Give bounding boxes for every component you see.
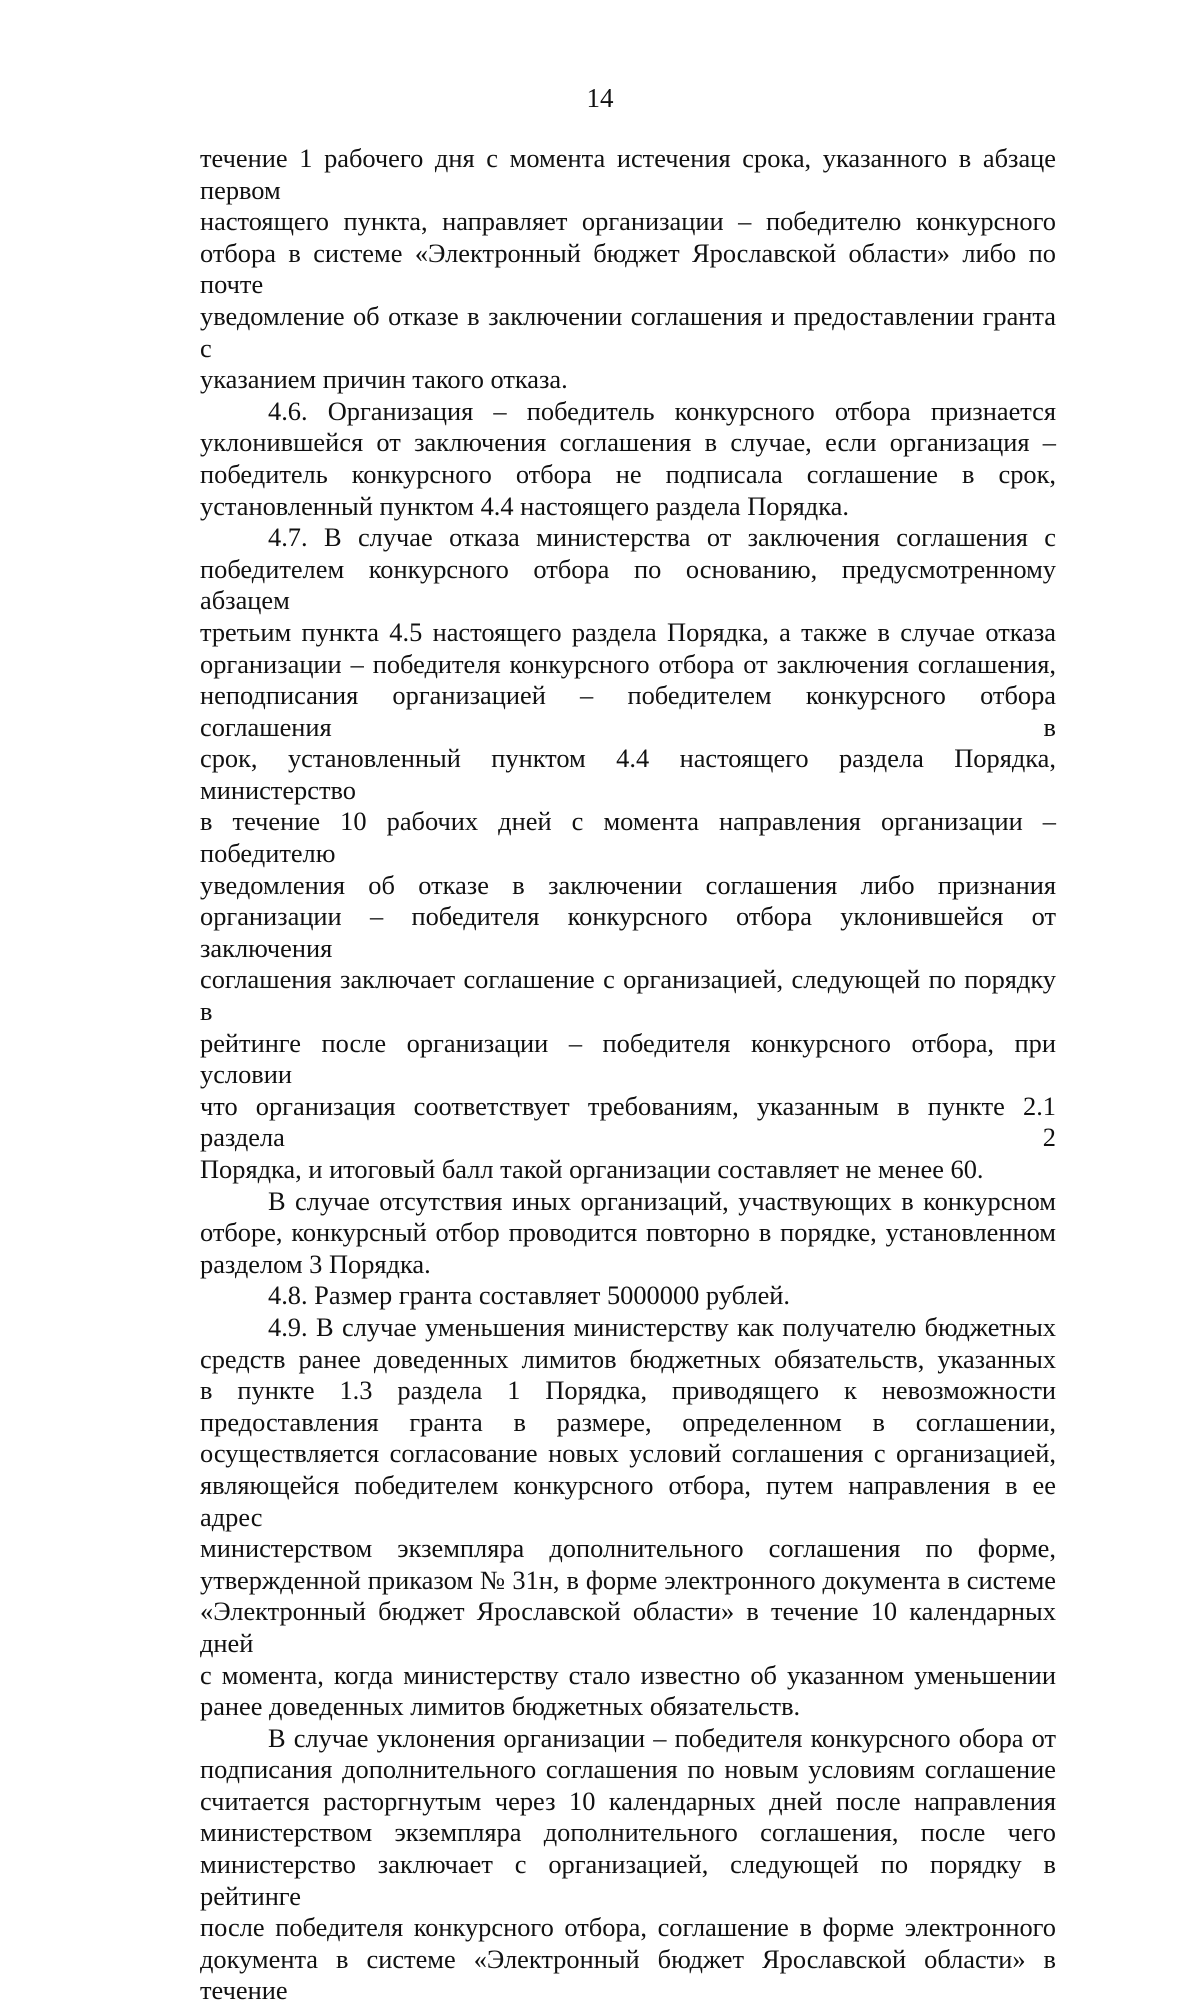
text-line: средств ранее доведенных лимитов бюджетных обязательств, указанных (200, 1343, 1056, 1374)
text-line: осуществляется согласование новых условий соглашения с организацией, (200, 1438, 1056, 1469)
text-line: подписания дополнительного соглашения по новым условиям соглашение (200, 1754, 1056, 1785)
document-body (200, 143, 1056, 2007)
text-line: уклонившейся от заключения соглашения в случае, если организация – (200, 427, 1056, 458)
text-line: министерством экземпляра дополнительного соглашения, после чего (200, 1817, 1056, 1848)
paragraph-evasion (200, 1723, 1056, 2007)
text-line: в течение 10 рабочих дней с момента направления организации – победителю (200, 806, 1056, 869)
paragraph-4-9 (200, 1312, 1056, 1723)
text-line: после победителя конкурсного отбора, соглашение в форме электронного (200, 1912, 1056, 1943)
text-line: настоящего пункта, направляет организации – победителю конкурсного (200, 206, 1056, 237)
text-line: 4.8. Размер гранта составляет 5000000 рублей. (268, 1280, 791, 1311)
paragraph-continuation (200, 143, 1056, 396)
paragraph-4-6 (200, 396, 1056, 522)
text-line: организации – победителя конкурсного отбора уклонившейся от заключения (200, 901, 1056, 963)
text-line: ранее доведенных лимитов бюджетных обязательств. (200, 1691, 801, 1722)
text-line: указанием причин такого отказа. (200, 364, 568, 395)
text-line: министерство заключает с организацией, следующей по порядку в рейтинге (200, 1849, 1056, 1911)
text-line: Порядка, и итоговый балл такой организации составляет не менее 60. (200, 1154, 984, 1184)
text-line: отборе, конкурсный отбор проводится повторно в порядке, установленном (200, 1217, 1056, 1248)
text-line: срок, установленный пунктом 4.4 настоящего раздела Порядка, министерство (200, 743, 1056, 805)
text-line: уведомление об отказе в заключении соглашения и предоставлении гранта с (200, 300, 1056, 363)
text-line: рейтинге после организации – победителя конкурсного отбора, при условии (200, 1027, 1056, 1090)
text-line: считается расторгнутым через 10 календарных дней после направления (200, 1785, 1056, 1816)
text-line: «Электронный бюджет Ярославской области» в течение 10 календарных дней (200, 1596, 1056, 1658)
text-line: министерством экземпляра дополнительного соглашения по форме, (200, 1533, 1056, 1564)
text-line: отбора в системе «Электронный бюджет Ярославской области» либо по почте (200, 237, 1056, 300)
text-line: 4.9. В случае уменьшения министерству как получателю бюджетных (268, 1311, 1056, 1342)
text-line: уведомления об отказе в заключении соглашения либо признания (200, 869, 1056, 900)
text-line: 4.7. В случае отказа министерства от заключения соглашения с (268, 522, 1056, 553)
text-line: В случае отсутствия иных организаций, участвующих в конкурсном (268, 1185, 1056, 1216)
text-line: документа в системе «Электронный бюджет Ярославской области» в течение (200, 1943, 1056, 2006)
paragraph-4-8 (200, 1280, 1056, 1312)
text-line: что организация соответствует требованиям, указанным в пункте 2.1 раздела 2 (200, 1090, 1056, 1153)
text-line: разделом 3 Порядка. (200, 1248, 431, 1279)
page-number: 14 (586, 83, 614, 113)
text-line: соглашения заключает соглашение с организацией, следующей по порядку в (200, 964, 1056, 1027)
text-line: течение 1 рабочего дня с момента истечения срока, указанного в абзаце первом (200, 143, 1056, 205)
text-line: третьим пункта 4.5 настоящего раздела Порядка, а также в случае отказа (200, 616, 1056, 647)
text-line: установленный пунктом 4.4 настоящего раздела Порядка. (200, 490, 849, 521)
text-line: являющейся победителем конкурсного отбора, путем направления в ее адрес (200, 1469, 1056, 1532)
text-line: в пункте 1.3 раздела 1 Порядка, приводящего к невозможности (200, 1375, 1056, 1406)
text-line: победителем конкурсного отбора по основанию, предусмотренному абзацем (200, 553, 1056, 616)
text-line: предоставления гранта в размере, определенном в соглашении, (200, 1406, 1056, 1437)
text-line: В случае уклонения организации – победителя конкурсного обора от (268, 1722, 1056, 1753)
text-line: организации – победителя конкурсного отбора от заключения соглашения, (200, 648, 1056, 679)
paragraph-no-other-orgs (200, 1186, 1056, 1281)
text-line: с момента, когда министерству стало известно об указанном уменьшении (200, 1659, 1056, 1690)
text-line: 4.6. Организация – победитель конкурсного отбора признается (268, 395, 1056, 426)
text-line: утвержденной приказом № 31н, в форме электронного документа в системе (200, 1564, 1056, 1595)
text-line: неподписания организацией – победителем конкурсного отбора соглашения в (200, 680, 1056, 742)
paragraph-4-7 (200, 522, 1056, 1185)
text-line: победитель конкурсного отбора не подписала соглашение в срок, (200, 458, 1056, 489)
